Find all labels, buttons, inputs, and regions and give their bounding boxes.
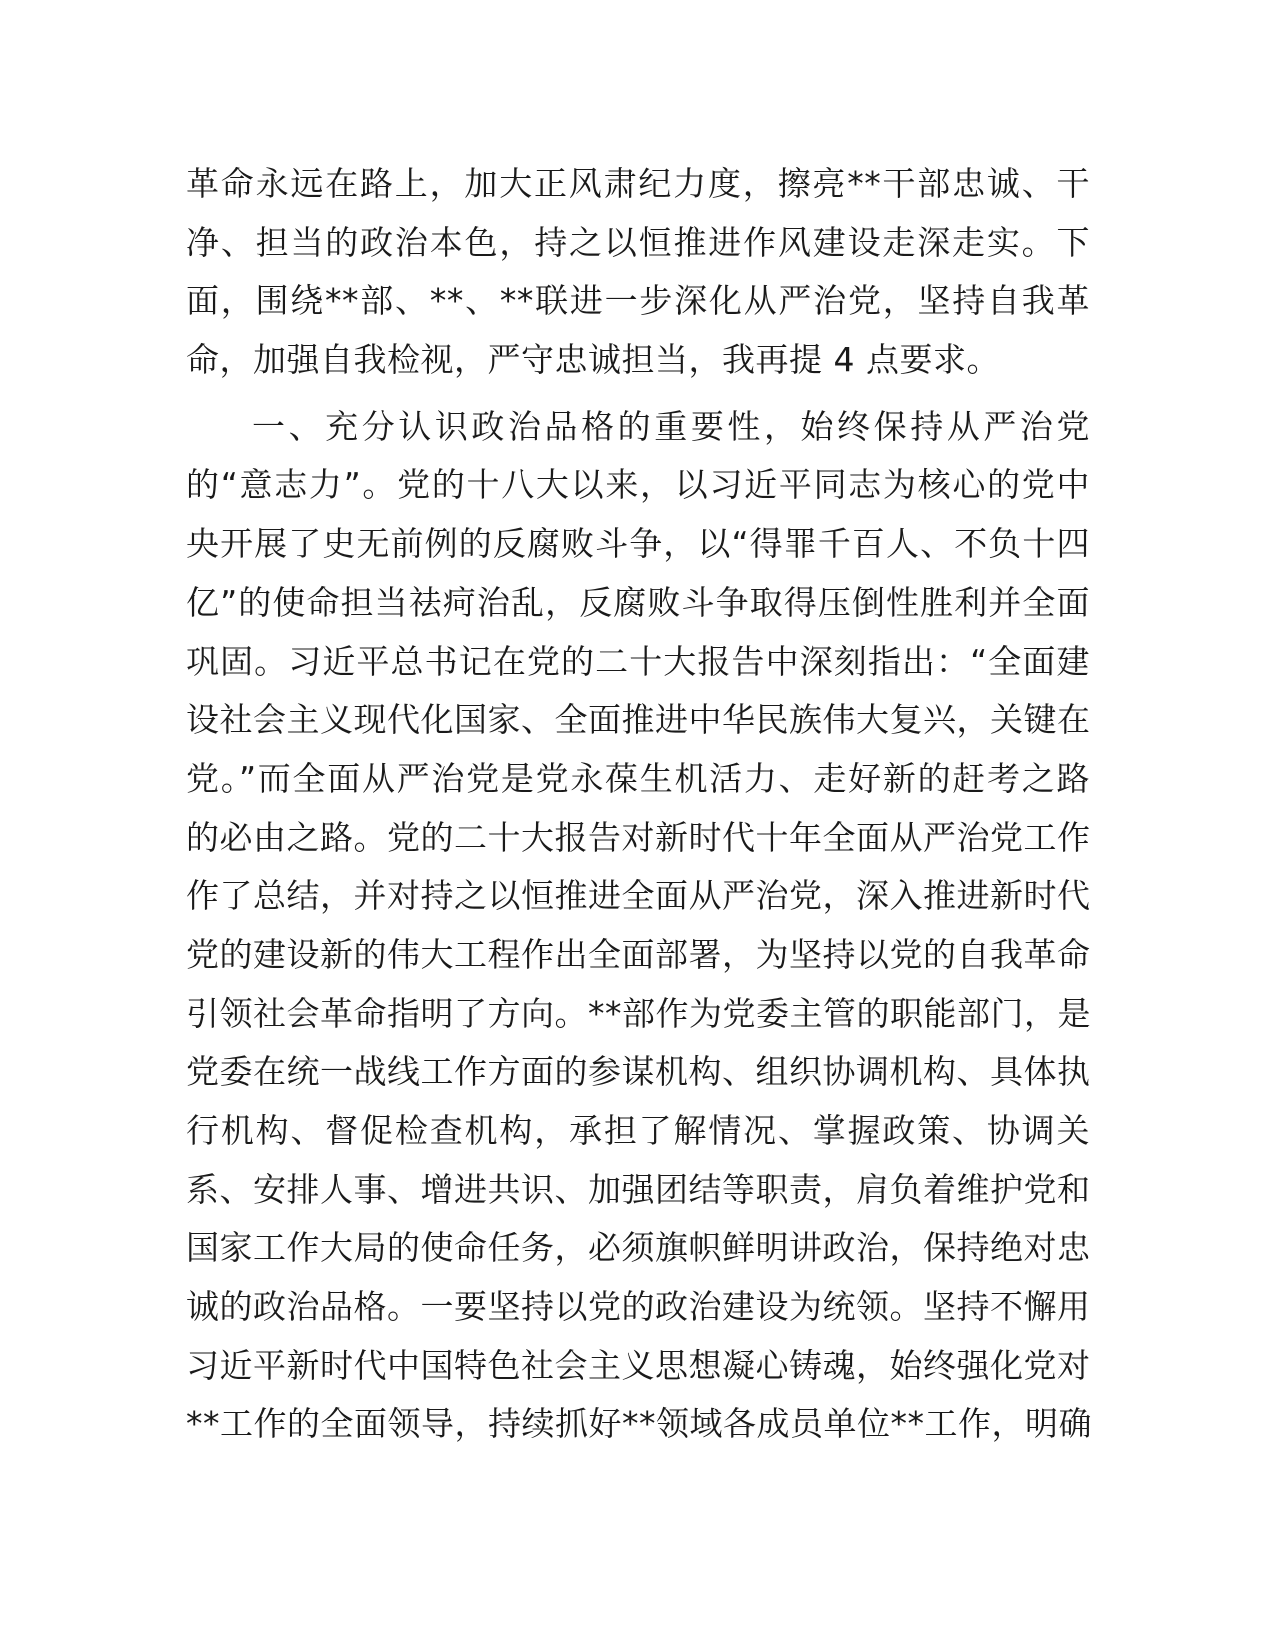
paragraph-intro (186, 155, 1090, 390)
text-line: 净、担当的政治本色，持之以恒推进作风建设走深走实。下 (186, 222, 1090, 262)
text-line: 行机构、督促检查机构，承担了解情况、掌握政策、协调关 (186, 1111, 1090, 1150)
text-line: 党的建设新的伟大工程作出全面部署，为坚持以党的自我革命 (186, 934, 1091, 974)
text-line: 命，加强自我检视，严守忠诚担当，我再提 4 点要求。 (186, 340, 1000, 380)
text-line: 党委在统一战线工作方面的参谋机构、组织协调机构、具体执 (186, 1052, 1091, 1092)
text-line: 作了总结，并对持之以恒推进全面从严治党，深入推进新时代 (186, 876, 1091, 916)
text-line: 亿”的使命担当祛疴治乱，反腐败斗争取得压倒性胜利并全面 (186, 582, 1090, 622)
paragraph-section-1 (186, 398, 1090, 1454)
text-line: 诚的政治品格。一要坚持以党的政治建设为统领。坚持不懈用 (186, 1287, 1091, 1327)
paragraph-gap (186, 390, 1090, 398)
text-line: 巩固。习近平总书记在党的二十大报告中深刻指出：“全面建 (186, 641, 1090, 681)
text-line: 的必由之路。党的二十大报告对新时代十年全面从严治党工作 (186, 817, 1091, 857)
text-line: 习近平新时代中国特色社会主义思想凝心铸魂，始终强化党对 (186, 1345, 1091, 1385)
text-line: **工作的全面领导，持续抓好**领域各成员单位**工作，明确 (186, 1404, 1092, 1444)
text-line: 央开展了史无前例的反腐败斗争，以“得罪千百人、不负十四 (186, 524, 1090, 564)
text-line: 国家工作大局的使命任务，必须旗帜鲜明讲政治，保持绝对忠 (186, 1228, 1091, 1268)
section-heading-line: 一、充分认识政治品格的重要性，始终保持从严治党 (252, 406, 1090, 446)
text-line: 的“意志力”。党的十八大以来，以习近平同志为核心的党中 (186, 465, 1090, 505)
text-line: 设社会主义现代化国家、全面推进中华民族伟大复兴，关键在 (186, 700, 1091, 740)
text-line: 引领社会革命指明了方向。**部作为党委主管的职能部门，是 (186, 993, 1091, 1033)
text-line: 党。”而全面从严治党是党永葆生机活力、走好新的赶考之路 (186, 758, 1090, 798)
text-line: 系、安排人事、增进共识、加强团结等职责，肩负着维护党和 (186, 1169, 1091, 1209)
body-text (186, 155, 1090, 1454)
text-line: 面，围绕**部、**、**联进一步深化从严治党，坚持自我革 (186, 281, 1090, 321)
text-line: 革命永远在路上，加大正风肃纪力度，擦亮**干部忠诚、干 (186, 164, 1090, 203)
